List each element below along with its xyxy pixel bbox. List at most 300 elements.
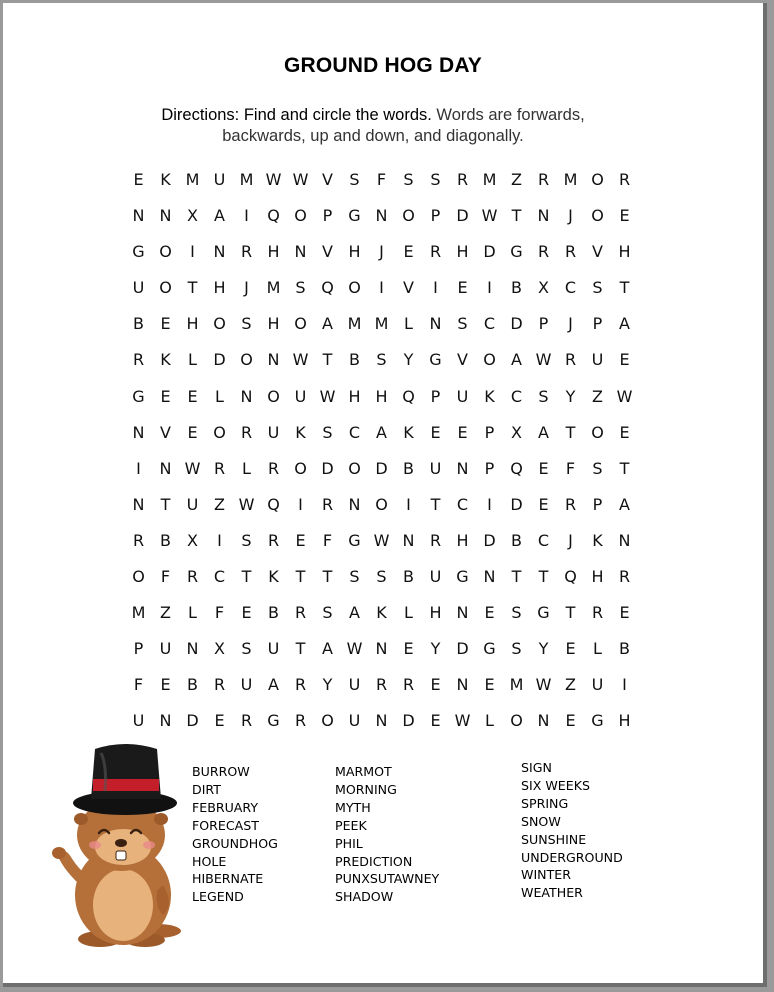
- directions-text: [133, 105, 613, 147]
- word-list-item: HOLE: [192, 853, 227, 869]
- grid-letter: E: [538, 458, 549, 478]
- grid-letter: A: [511, 350, 522, 370]
- grid-letter: N: [483, 567, 496, 587]
- grid-letter: T: [511, 206, 522, 226]
- grid-letter: S: [376, 350, 387, 370]
- grid-letter: L: [188, 603, 197, 623]
- grid-letter: Z: [160, 603, 171, 623]
- grid-letter: E: [484, 603, 495, 623]
- grid-letter: A: [322, 314, 333, 334]
- word-list-item: UNDERGROUND: [521, 849, 623, 865]
- word-list-item: LEGEND: [192, 889, 244, 905]
- grid-letter: G: [483, 639, 496, 659]
- word-list-item: MARMOT: [335, 764, 392, 779]
- grid-letter: E: [187, 422, 198, 442]
- word-list-item: WEATHER: [521, 885, 583, 901]
- grid-letter: Z: [565, 675, 576, 695]
- grid-letter: B: [160, 530, 171, 550]
- grid-letter: O: [402, 206, 415, 226]
- grid-letter: L: [404, 603, 413, 623]
- grid-letter: R: [564, 494, 577, 514]
- grid-letter: U: [186, 494, 199, 514]
- grid-letter: J: [568, 206, 573, 226]
- word-list-item: MYTH: [335, 799, 371, 815]
- grid-letter: D: [510, 314, 523, 334]
- grid-letter: K: [268, 567, 279, 587]
- grid-letter: G: [510, 242, 523, 262]
- grid-letter: K: [484, 386, 495, 406]
- word-list-item: FORECAST: [192, 817, 259, 833]
- grid-letter: O: [159, 278, 172, 298]
- grid-letter: G: [348, 206, 361, 226]
- grid-letter: O: [483, 350, 496, 370]
- grid-letter: O: [267, 386, 280, 406]
- grid-letter: H: [213, 278, 226, 298]
- grid-letter: N: [159, 711, 172, 731]
- grid-letter: N: [132, 494, 145, 514]
- grid-letter: T: [160, 494, 171, 514]
- grid-letter: H: [618, 711, 631, 731]
- grid-letter: R: [267, 458, 280, 478]
- grid-letter: N: [375, 206, 388, 226]
- word-list-column-2: [335, 763, 439, 906]
- grid-letter: W: [535, 675, 552, 695]
- grid-letter: N: [159, 206, 172, 226]
- grid-letter: L: [404, 314, 413, 334]
- grid-letter: I: [379, 278, 384, 298]
- grid-letter: F: [133, 675, 144, 695]
- grid-letter: O: [375, 494, 388, 514]
- word-list-item: PEEK: [335, 817, 367, 833]
- grid-letter: H: [618, 242, 631, 262]
- grid-letter: G: [429, 350, 442, 370]
- grid-letter: B: [187, 675, 198, 695]
- grid-letter: B: [619, 639, 630, 659]
- word-list-column-3: [521, 759, 623, 902]
- word-list-item: SPRING: [521, 795, 569, 811]
- grid-letter: M: [239, 170, 254, 189]
- grid-letter: E: [214, 711, 225, 731]
- grid-letter: U: [348, 675, 361, 695]
- groundhog-with-top-hat-icon: [45, 735, 195, 950]
- grid-letter: F: [322, 530, 333, 550]
- grid-letter: Q: [510, 458, 523, 478]
- grid-letter: G: [132, 242, 145, 262]
- grid-letter: K: [295, 422, 306, 442]
- grid-letter: V: [322, 170, 333, 189]
- grid-letter: V: [457, 350, 468, 370]
- grid-letter: W: [319, 386, 336, 406]
- grid-letter: Y: [538, 639, 549, 659]
- grid-letter: T: [619, 278, 630, 298]
- grid-letter: K: [160, 170, 171, 189]
- grid-letter: B: [403, 458, 414, 478]
- grid-letter: P: [592, 494, 603, 514]
- grid-letter: N: [375, 711, 388, 731]
- grid-letter: X: [187, 530, 198, 550]
- grid-letter: C: [564, 278, 577, 298]
- grid-letter: D: [510, 494, 523, 514]
- word-list-item: PUNXSUTAWNEY: [335, 871, 440, 887]
- grid-letter: D: [402, 711, 415, 731]
- grid-letter: E: [430, 675, 441, 695]
- grid-letter: L: [188, 350, 197, 370]
- grid-letter: W: [373, 530, 390, 550]
- grid-letter: Z: [214, 494, 225, 514]
- grid-letter: R: [240, 711, 253, 731]
- grid-letter: L: [593, 639, 602, 659]
- grid-letter: L: [215, 386, 224, 406]
- grid-letter: E: [619, 206, 630, 226]
- grid-letter: R: [564, 242, 577, 262]
- grid-letter: O: [132, 567, 145, 587]
- grid-letter: Z: [592, 386, 603, 406]
- grid-letter: F: [214, 603, 225, 623]
- grid-letter: E: [457, 278, 468, 298]
- grid-letter: U: [159, 639, 172, 659]
- grid-letter: O: [591, 422, 604, 442]
- grid-letter: G: [132, 386, 145, 406]
- word-list-column-1: [192, 763, 278, 906]
- grid-letter: Y: [565, 386, 576, 406]
- word-list-item: BURROW: [192, 764, 250, 779]
- grid-letter: R: [240, 422, 253, 442]
- grid-letter: U: [429, 458, 442, 478]
- grid-letter: O: [591, 170, 604, 189]
- grid-letter: H: [267, 314, 280, 334]
- grid-letter: S: [511, 603, 522, 623]
- grid-letter: R: [564, 350, 577, 370]
- grid-letter: T: [565, 422, 576, 442]
- grid-letter: E: [133, 170, 144, 189]
- grid-letter: U: [591, 350, 604, 370]
- grid-letter: X: [187, 206, 198, 226]
- grid-letter: T: [295, 567, 306, 587]
- grid-letter: Y: [403, 350, 414, 370]
- grid-letter: Q: [321, 278, 334, 298]
- grid-letter: X: [538, 278, 549, 298]
- grid-letter: W: [292, 170, 309, 189]
- grid-letter: E: [457, 422, 468, 442]
- grid-letter: U: [267, 639, 280, 659]
- grid-letter: I: [244, 206, 249, 226]
- word-list-item: GROUNDHOG: [192, 835, 278, 851]
- grid-letter: I: [298, 494, 303, 514]
- grid-letter: U: [213, 170, 226, 189]
- grid-letter: E: [160, 314, 171, 334]
- grid-letter: D: [186, 711, 199, 731]
- grid-letter: I: [433, 278, 438, 298]
- grid-letter: S: [241, 639, 252, 659]
- grid-letter: W: [238, 494, 255, 514]
- grid-letter: W: [265, 170, 282, 189]
- grid-letter: S: [403, 170, 414, 189]
- word-list-item: HIBERNATE: [192, 871, 264, 887]
- word-list-item: FEBRUARY: [192, 799, 259, 815]
- grid-letter: R: [132, 350, 145, 370]
- grid-letter: P: [484, 422, 495, 442]
- grid-letter: Q: [267, 206, 280, 226]
- grid-letter: F: [376, 170, 387, 189]
- grid-letter: N: [267, 350, 280, 370]
- grid-letter: E: [430, 422, 441, 442]
- grid-letter: U: [591, 675, 604, 695]
- grid-letter: W: [292, 350, 309, 370]
- grid-letter: R: [240, 242, 253, 262]
- grid-letter: D: [213, 350, 226, 370]
- grid-letter: R: [402, 675, 415, 695]
- grid-letter: C: [456, 494, 469, 514]
- grid-letter: N: [159, 458, 172, 478]
- grid-letter: L: [242, 458, 251, 478]
- grid-letter: O: [348, 278, 361, 298]
- grid-letter: O: [348, 458, 361, 478]
- grid-letter: R: [294, 675, 307, 695]
- grid-letter: H: [456, 242, 469, 262]
- grid-letter: M: [131, 603, 146, 623]
- grid-letter: V: [403, 278, 414, 298]
- grid-letter: N: [537, 711, 550, 731]
- grid-letter: E: [619, 422, 630, 442]
- grid-letter: E: [619, 603, 630, 623]
- grid-letter: R: [375, 675, 388, 695]
- grid-letter: R: [294, 711, 307, 731]
- grid-letter: S: [322, 422, 333, 442]
- grid-letter: H: [186, 314, 199, 334]
- grid-letter: Y: [322, 675, 333, 695]
- grid-letter: R: [321, 494, 334, 514]
- grid-letter: A: [619, 314, 630, 334]
- grid-letter: M: [509, 675, 524, 695]
- grid-letter: M: [563, 170, 578, 189]
- grid-letter: S: [430, 170, 441, 189]
- grid-letter: W: [535, 350, 552, 370]
- grid-letter: A: [538, 422, 549, 442]
- grid-letter: D: [456, 206, 469, 226]
- grid-letter: E: [187, 386, 198, 406]
- grid-letter: R: [213, 458, 226, 478]
- grid-letter: S: [511, 639, 522, 659]
- grid-letter: O: [213, 314, 226, 334]
- grid-letter: C: [348, 422, 361, 442]
- grid-letter: S: [457, 314, 468, 334]
- grid-letter: T: [322, 567, 333, 587]
- grid-letter: D: [321, 458, 334, 478]
- grid-letter: O: [159, 242, 172, 262]
- grid-letter: S: [376, 567, 387, 587]
- grid-letter: T: [241, 567, 252, 587]
- grid-letter: P: [430, 386, 441, 406]
- word-list-item: SIX WEEKS: [521, 777, 590, 793]
- grid-letter: Q: [402, 386, 415, 406]
- word-list-item: SHADOW: [335, 889, 394, 905]
- grid-letter: O: [213, 422, 226, 442]
- grid-letter: B: [349, 350, 360, 370]
- grid-letter: K: [376, 603, 387, 623]
- grid-letter: B: [133, 314, 144, 334]
- grid-letter: X: [214, 639, 225, 659]
- grid-letter: O: [294, 314, 307, 334]
- grid-letter: A: [214, 206, 225, 226]
- grid-letter: S: [592, 278, 603, 298]
- grid-letter: H: [429, 603, 442, 623]
- grid-letter: M: [266, 278, 281, 298]
- grid-letter: H: [348, 242, 361, 262]
- word-list-item: SNOW: [521, 813, 561, 829]
- directions-part1: Directions: Find and circle the words.: [161, 106, 432, 124]
- grid-letter: G: [537, 603, 550, 623]
- grid-letter: E: [619, 350, 630, 370]
- grid-letter: K: [160, 350, 171, 370]
- grid-letter: E: [241, 603, 252, 623]
- grid-letter: R: [456, 170, 469, 189]
- grid-letter: M: [374, 314, 389, 334]
- grid-letter: H: [591, 567, 604, 587]
- grid-letter: E: [403, 242, 414, 262]
- grid-letter: T: [565, 603, 576, 623]
- grid-letter: I: [487, 278, 492, 298]
- grid-letter: P: [133, 639, 144, 659]
- grid-letter: O: [510, 711, 523, 731]
- grid-letter: B: [268, 603, 279, 623]
- grid-letter: G: [348, 530, 361, 550]
- grid-letter: N: [456, 675, 469, 695]
- grid-letter: S: [241, 314, 252, 334]
- grid-letter: P: [592, 314, 603, 334]
- grid-letter: N: [213, 242, 226, 262]
- grid-letter: U: [132, 711, 145, 731]
- grid-letter: D: [456, 639, 469, 659]
- grid-letter: R: [186, 567, 199, 587]
- grid-letter: F: [160, 567, 171, 587]
- grid-letter: G: [456, 567, 469, 587]
- grid-letter: A: [619, 494, 630, 514]
- grid-letter: P: [538, 314, 549, 334]
- grid-letter: A: [268, 675, 279, 695]
- grid-letter: E: [430, 711, 441, 731]
- grid-letter: O: [294, 458, 307, 478]
- grid-letter: N: [402, 530, 415, 550]
- grid-letter: E: [484, 675, 495, 695]
- grid-letter: K: [592, 530, 603, 550]
- grid-letter: O: [240, 350, 253, 370]
- grid-letter: H: [456, 530, 469, 550]
- grid-letter: H: [267, 242, 280, 262]
- grid-letter: R: [618, 170, 631, 189]
- grid-letter: K: [403, 422, 414, 442]
- grid-letter: I: [136, 458, 141, 478]
- grid-letter: H: [375, 386, 388, 406]
- grid-letter: N: [375, 639, 388, 659]
- grid-letter: Z: [511, 170, 522, 189]
- worksheet-page: [3, 3, 767, 987]
- grid-letter: G: [591, 711, 604, 731]
- grid-letter: B: [511, 278, 522, 298]
- grid-letter: U: [267, 422, 280, 442]
- grid-letter: G: [267, 711, 280, 731]
- grid-letter: Q: [564, 567, 577, 587]
- grid-letter: D: [483, 242, 496, 262]
- word-list-item: SUNSHINE: [521, 831, 587, 847]
- grid-letter: T: [538, 567, 549, 587]
- grid-letter: R: [429, 242, 442, 262]
- grid-letter: N: [132, 422, 145, 442]
- grid-letter: P: [322, 206, 333, 226]
- grid-letter: R: [591, 603, 604, 623]
- grid-letter: C: [537, 530, 550, 550]
- grid-letter: S: [295, 278, 306, 298]
- page-title: GROUND HOG DAY: [283, 54, 483, 77]
- grid-letter: T: [187, 278, 198, 298]
- grid-letter: I: [190, 242, 195, 262]
- grid-letter: A: [349, 603, 360, 623]
- directions-line2: backwards, up and down, and diagonally.: [222, 127, 524, 145]
- grid-letter: N: [618, 530, 631, 550]
- grid-letter: C: [213, 567, 226, 587]
- grid-letter: U: [240, 675, 253, 695]
- grid-letter: P: [484, 458, 495, 478]
- grid-letter: J: [568, 530, 573, 550]
- word-list-item: PHIL: [335, 835, 363, 851]
- grid-letter: C: [483, 314, 496, 334]
- grid-letter: A: [322, 639, 333, 659]
- grid-letter: V: [322, 242, 333, 262]
- grid-letter: R: [429, 530, 442, 550]
- grid-letter: W: [616, 386, 633, 406]
- grid-letter: U: [294, 386, 307, 406]
- grid-letter: J: [379, 242, 384, 262]
- grid-letter: U: [132, 278, 145, 298]
- grid-letter: H: [348, 386, 361, 406]
- grid-letter: W: [184, 458, 201, 478]
- grid-letter: T: [295, 639, 306, 659]
- grid-letter: R: [294, 603, 307, 623]
- grid-letter: N: [348, 494, 361, 514]
- grid-letter: E: [160, 675, 171, 695]
- grid-letter: E: [565, 711, 576, 731]
- grid-letter: N: [456, 603, 469, 623]
- grid-letter: R: [132, 530, 145, 550]
- grid-letter: E: [160, 386, 171, 406]
- grid-letter: E: [295, 530, 306, 550]
- grid-letter: S: [592, 458, 603, 478]
- grid-letter: S: [322, 603, 333, 623]
- grid-letter: W: [481, 206, 498, 226]
- grid-letter: I: [406, 494, 411, 514]
- word-list-item: SIGN: [521, 760, 552, 775]
- grid-letter: T: [322, 350, 333, 370]
- grid-letter: C: [510, 386, 523, 406]
- grid-letter: U: [456, 386, 469, 406]
- grid-letter: I: [487, 494, 492, 514]
- word-list-item: MORNING: [335, 781, 397, 797]
- grid-letter: O: [321, 711, 334, 731]
- grid-letter: I: [622, 675, 627, 695]
- grid-letter: O: [294, 206, 307, 226]
- grid-letter: U: [348, 711, 361, 731]
- grid-letter: R: [537, 242, 550, 262]
- grid-letter: N: [537, 206, 550, 226]
- grid-letter: Q: [267, 494, 280, 514]
- grid-letter: Y: [430, 639, 441, 659]
- grid-letter: E: [565, 639, 576, 659]
- grid-letter: O: [591, 206, 604, 226]
- grid-letter: N: [240, 386, 253, 406]
- grid-letter: R: [267, 530, 280, 550]
- grid-letter: A: [376, 422, 387, 442]
- grid-letter: M: [347, 314, 362, 334]
- grid-letter: N: [186, 639, 199, 659]
